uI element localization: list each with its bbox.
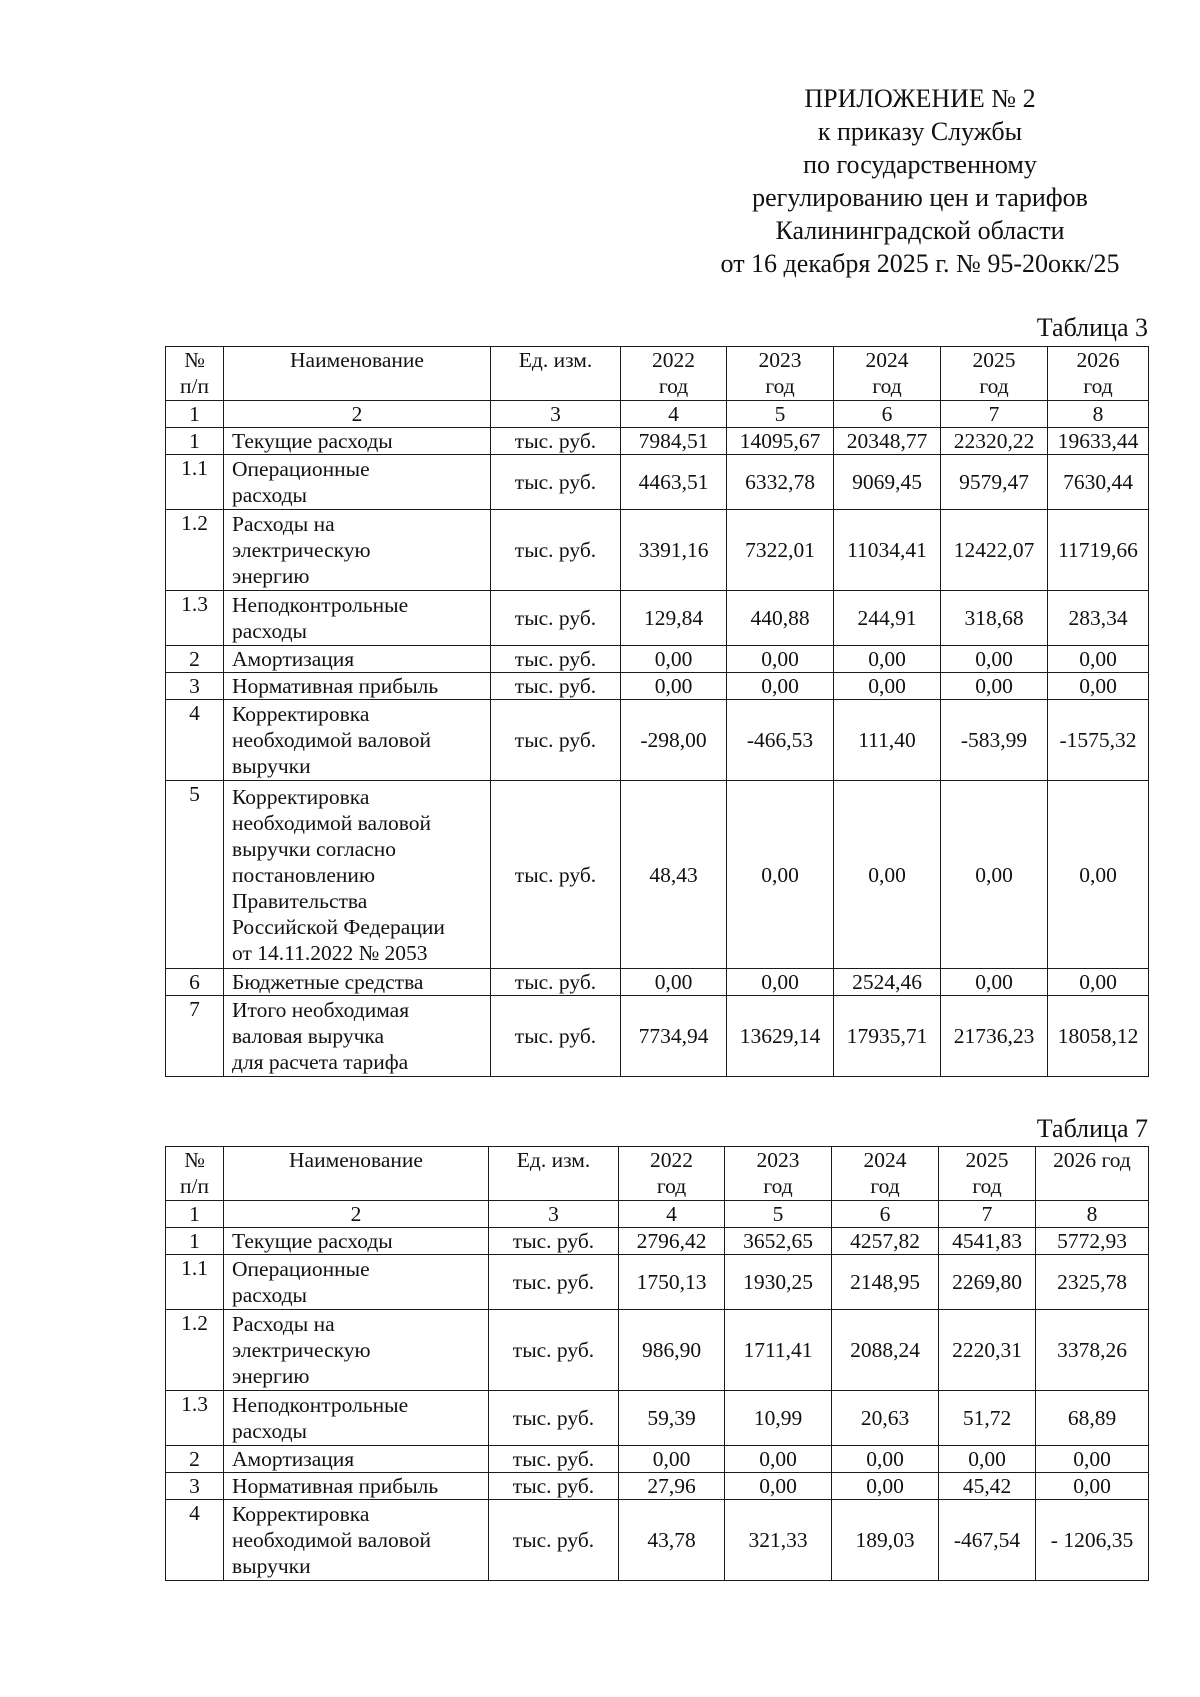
row-name-line: Неподконтрольные [232,1393,409,1417]
row-value: 20,63 [832,1391,939,1446]
header-year-line: 2023 [758,348,802,372]
row-value: 0,00 [832,1446,939,1473]
row-name [224,428,491,455]
row-number: 4 [166,1500,224,1581]
row-value: 20348,77 [834,428,941,455]
row-value: 0,00 [939,1446,1036,1473]
row-name-line: Расходы на [232,512,335,536]
header-year-line: год [870,1174,900,1198]
row-name-line: постановлению [232,862,376,887]
row-value: 0,00 [727,673,834,700]
row-value: -1575,32 [1048,700,1149,781]
row-value: 2524,46 [834,969,941,996]
row-name [224,1228,489,1255]
row-unit: тыс. руб. [491,510,621,591]
row-name [224,1473,489,1500]
row-value: 0,00 [621,673,727,700]
row-unit: тыс. руб. [489,1255,619,1310]
column-index-cell: 6 [834,401,941,428]
header-name: Наименование [224,347,491,401]
header-year [619,1147,725,1201]
row-value: 244,91 [834,591,941,646]
table-row [166,700,1149,781]
row-name-line: необходимой валовой [232,1528,432,1552]
header-name: Наименование [224,1147,489,1201]
table-row [166,1310,1149,1391]
column-index-cell: 5 [725,1201,832,1228]
row-number: 1 [166,428,224,455]
header-year-line: 2025 [965,1148,1009,1172]
row-name-line: расходы [232,619,307,643]
table7 [165,1146,1149,1581]
table-row [166,510,1149,591]
header-line-date: от 16 декабря 2025 г. № 95-20окк/25 [720,249,1120,278]
document-header [640,82,1200,280]
row-value: 4463,51 [621,455,727,510]
header-year-line: 2026 год [1053,1148,1131,1172]
row-value: 7630,44 [1048,455,1149,510]
row-unit: тыс. руб. [491,781,621,969]
table-row [166,1255,1149,1310]
header-line-appendix: ПРИЛОЖЕНИЕ № 2 [804,84,1036,113]
table-row [166,591,1149,646]
table-row [166,1473,1149,1500]
row-value: 0,00 [727,781,834,969]
row-value: 59,39 [619,1391,725,1446]
row-value: 283,34 [1048,591,1149,646]
row-value: 0,00 [834,673,941,700]
row-value: 51,72 [939,1391,1036,1446]
row-value: 3652,65 [725,1228,832,1255]
row-name-line: Правительства [232,888,368,913]
row-unit: тыс. руб. [489,1473,619,1500]
header-year [939,1147,1036,1201]
header-year-line: год [872,374,902,398]
row-name-line: энергию [232,564,310,588]
header-line-order: к приказу Службы [817,117,1023,146]
row-value: 0,00 [725,1473,832,1500]
column-index-row [166,401,1149,428]
row-name-line: выручки [232,754,311,778]
row-number: 6 [166,969,224,996]
row-value: 986,90 [619,1310,725,1391]
row-name-line: Амортизация [232,647,355,671]
row-unit: тыс. руб. [489,1500,619,1581]
row-value: 11719,66 [1048,510,1149,591]
row-number: 3 [166,1473,224,1500]
row-value: 13629,14 [727,996,834,1077]
row-name-line: электрическую [232,1338,371,1362]
row-value: 48,43 [621,781,727,969]
row-name-line: Операционные [232,457,370,481]
row-value: -583,99 [941,700,1048,781]
column-index-cell: 8 [1036,1201,1149,1228]
column-index-cell: 1 [166,1201,224,1228]
row-name-line: Корректировка [232,784,370,809]
header-line-regulation: регулированию цен и тарифов [752,183,1088,212]
header-year-line: год [763,1174,793,1198]
column-index-cell: 4 [619,1201,725,1228]
header-num-line: № [184,1148,205,1172]
row-name-line: Бюджетные средства [232,970,424,994]
row-number: 1.3 [166,1391,224,1446]
column-index-cell: 2 [224,401,491,428]
row-number: 1.2 [166,510,224,591]
row-value: 4541,83 [939,1228,1036,1255]
row-name-line: Амортизация [232,1447,355,1471]
row-name [224,1446,489,1473]
row-number: 1.1 [166,1255,224,1310]
row-value: 0,00 [1048,969,1149,996]
header-year [1048,347,1149,401]
row-value: 19633,44 [1048,428,1149,455]
row-value: 3391,16 [621,510,727,591]
row-unit: тыс. руб. [491,646,621,673]
row-value: 21736,23 [941,996,1048,1077]
row-name-line: Российской Федерации [232,914,445,939]
table-row [166,1391,1149,1446]
row-value: 0,00 [834,781,941,969]
row-value: 2088,24 [832,1310,939,1391]
header-line-region: Калининградской области [775,216,1065,245]
row-unit: тыс. руб. [491,673,621,700]
row-value: 2220,31 [939,1310,1036,1391]
row-name-line: расходы [232,1283,307,1307]
row-name-line: расходы [232,1419,307,1443]
header-year [727,347,834,401]
row-name-line: электрическую [232,538,371,562]
column-index-cell: 1 [166,401,224,428]
row-value: 0,00 [621,969,727,996]
row-name-line: Текущие расходы [232,1229,393,1253]
row-value: 10,99 [725,1391,832,1446]
row-value: 0,00 [941,673,1048,700]
row-value: 111,40 [834,700,941,781]
row-value: 1711,41 [725,1310,832,1391]
row-unit: тыс. руб. [491,455,621,510]
row-unit: тыс. руб. [489,1228,619,1255]
row-number: 4 [166,700,224,781]
row-name [224,673,491,700]
row-value: 43,78 [619,1500,725,1581]
table-row [166,1500,1149,1581]
column-index-cell: 8 [1048,401,1149,428]
row-value: 9579,47 [941,455,1048,510]
table-row [166,996,1149,1077]
row-name-line: Корректировка [232,1502,370,1526]
row-value: 2148,95 [832,1255,939,1310]
column-index-cell: 4 [621,401,727,428]
row-value: 27,96 [619,1473,725,1500]
header-year-line: год [656,1174,687,1198]
row-value: 2325,78 [1036,1255,1149,1310]
header-year-line: 2025 [972,348,1016,372]
row-unit: тыс. руб. [491,969,621,996]
table3 [165,346,1149,1077]
header-year [941,347,1048,401]
table3-caption: Таблица 3 [1036,313,1148,342]
column-index-cell: 5 [727,401,834,428]
row-value: 2269,80 [939,1255,1036,1310]
row-name-line: для расчета тарифа [232,1050,409,1074]
row-value: -298,00 [621,700,727,781]
row-name [224,996,491,1077]
row-value: 0,00 [941,646,1048,673]
row-name-line: необходимой валовой [232,810,432,835]
header-year-line: год [972,1174,1002,1198]
row-name [224,781,491,969]
row-value: 1750,13 [619,1255,725,1310]
table-row [166,455,1149,510]
row-name-line: от 14.11.2022 № 2053 [232,940,428,965]
header-num-line: п/п [180,1174,209,1198]
row-unit: тыс. руб. [489,1391,619,1446]
table-row [166,781,1149,969]
header-year-line: год [1083,374,1113,398]
row-name [224,646,491,673]
row-value: -467,54 [939,1500,1036,1581]
header-year-line: 2022 [650,1148,693,1172]
header-unit: Ед. изм. [489,1147,619,1201]
row-name [224,591,491,646]
row-value: 129,84 [621,591,727,646]
row-name-line: Нормативная прибыль [232,1474,439,1498]
row-number: 2 [166,1446,224,1473]
row-value: 189,03 [832,1500,939,1581]
column-index-cell: 2 [224,1201,489,1228]
row-name-line: Текущие расходы [232,429,393,453]
row-name-line: валовая выручка [232,1024,385,1048]
row-name-line: Корректировка [232,702,370,726]
row-name-line: Расходы на [232,1312,335,1336]
row-unit: тыс. руб. [489,1310,619,1391]
row-number: 5 [166,781,224,969]
row-value: 68,89 [1036,1391,1149,1446]
row-value: 321,33 [725,1500,832,1581]
row-name-line: расходы [232,483,307,507]
column-index-cell: 7 [939,1201,1036,1228]
row-value: 0,00 [834,646,941,673]
row-unit: тыс. руб. [491,428,621,455]
header-num [166,347,224,401]
row-unit: тыс. руб. [491,591,621,646]
row-name-line: Операционные [232,1257,370,1281]
row-number: 7 [166,996,224,1077]
row-value: 4257,82 [832,1228,939,1255]
row-name-line: выручки согласно [232,836,397,861]
header-year-line: 2022 [652,348,695,372]
row-number: 1.1 [166,455,224,510]
row-name [224,1391,489,1446]
header-year-line: 2024 [863,1148,907,1172]
row-value: 0,00 [941,969,1048,996]
row-value: 0,00 [832,1473,939,1500]
table-row [166,646,1149,673]
column-index-cell: 3 [491,401,621,428]
header-year-line: 2023 [756,1148,800,1172]
row-value: 0,00 [1048,781,1149,969]
row-value: 0,00 [727,646,834,673]
row-value: 0,00 [725,1446,832,1473]
table-row [166,673,1149,700]
header-num [166,1147,224,1201]
row-value: 3378,26 [1036,1310,1149,1391]
row-value: 12422,07 [941,510,1048,591]
row-name-line: энергию [232,1364,310,1388]
row-unit: тыс. руб. [491,700,621,781]
row-name-line: Неподконтрольные [232,593,409,617]
row-number: 1 [166,1228,224,1255]
table-row [166,428,1149,455]
header-row [166,1147,1149,1201]
row-value: 0,00 [1048,673,1149,700]
row-name-line: Итого необходимая [232,998,410,1022]
column-index-cell: 6 [832,1201,939,1228]
row-value: 0,00 [621,646,727,673]
header-year-line: год [765,374,795,398]
row-unit: тыс. руб. [491,996,621,1077]
header-year [834,347,941,401]
row-value: 0,00 [619,1446,725,1473]
row-value: 45,42 [939,1473,1036,1500]
row-number: 2 [166,646,224,673]
header-row [166,347,1149,401]
row-value: 0,00 [941,781,1048,969]
header-year-line: 2026 [1076,348,1120,372]
row-value: 17935,71 [834,996,941,1077]
row-number: 1.2 [166,1310,224,1391]
row-name [224,1255,489,1310]
table-row [166,1228,1149,1255]
row-value: - 1206,35 [1036,1500,1149,1581]
row-unit: тыс. руб. [489,1446,619,1473]
table7-caption: Таблица 7 [1036,1114,1148,1143]
row-name-line: Нормативная прибыль [232,674,439,698]
row-value: 9069,45 [834,455,941,510]
header-year [832,1147,939,1201]
row-value: 440,88 [727,591,834,646]
row-name-line: выручки [232,1554,311,1578]
row-value: 22320,22 [941,428,1048,455]
header-unit: Ед. изм. [491,347,621,401]
row-number: 3 [166,673,224,700]
row-name [224,969,491,996]
row-value: 18058,12 [1048,996,1149,1077]
row-name [224,700,491,781]
column-index-row [166,1201,1149,1228]
row-value: -466,53 [727,700,834,781]
header-num-line: п/п [180,374,209,398]
row-number: 1.3 [166,591,224,646]
header-year [1036,1147,1149,1201]
header-year-line: 2024 [865,348,909,372]
row-value: 2796,42 [619,1228,725,1255]
row-name [224,510,491,591]
row-name [224,1500,489,1581]
row-value: 7984,51 [621,428,727,455]
header-line-service: по государственному [803,150,1037,179]
column-index-cell: 3 [489,1201,619,1228]
row-value: 0,00 [1036,1473,1149,1500]
header-year-line: год [658,374,689,398]
table-row [166,1446,1149,1473]
row-value: 318,68 [941,591,1048,646]
row-value: 7734,94 [621,996,727,1077]
header-year [621,347,727,401]
row-value: 6332,78 [727,455,834,510]
table-row [166,969,1149,996]
row-value: 0,00 [1048,646,1149,673]
column-index-cell: 7 [941,401,1048,428]
header-year [725,1147,832,1201]
row-value: 14095,67 [727,428,834,455]
row-value: 0,00 [1036,1446,1149,1473]
row-value: 5772,93 [1036,1228,1149,1255]
row-name [224,1310,489,1391]
row-value: 7322,01 [727,510,834,591]
row-value: 11034,41 [834,510,941,591]
row-name-line: необходимой валовой [232,728,432,752]
header-num-line: № [184,348,205,372]
row-value: 0,00 [727,969,834,996]
row-name [224,455,491,510]
header-year-line: год [979,374,1009,398]
row-value: 1930,25 [725,1255,832,1310]
